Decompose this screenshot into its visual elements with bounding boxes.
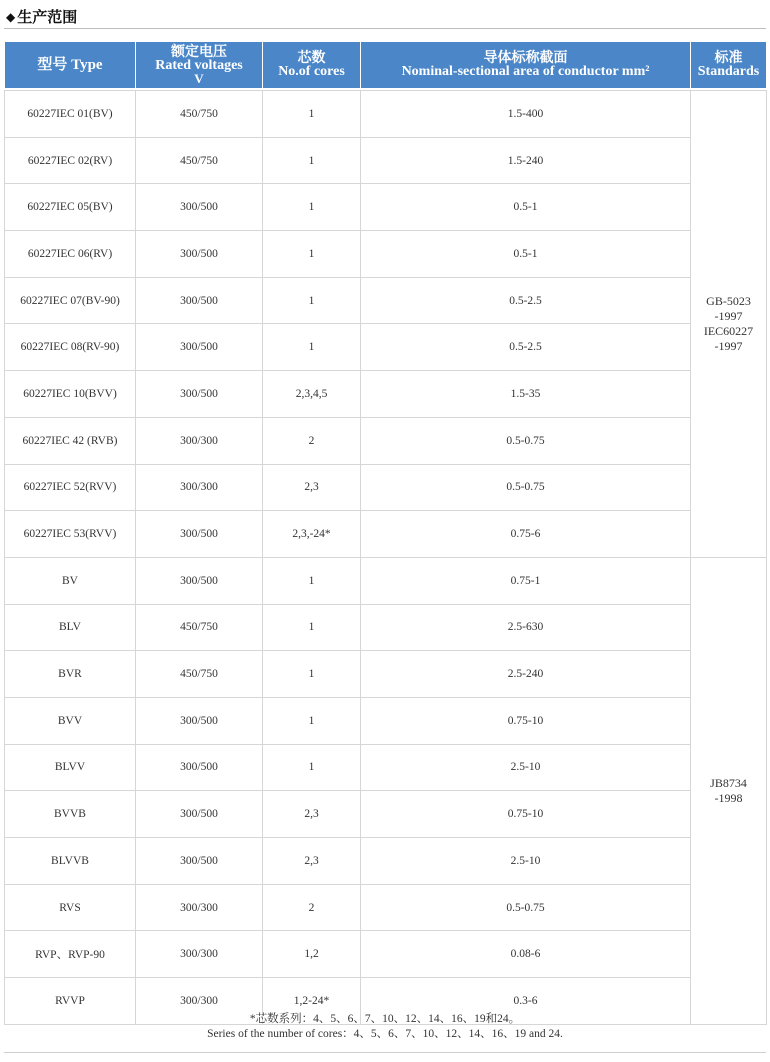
- cell-standard-gb5023: GB-5023 -1997 IEC60227 -1997: [691, 91, 767, 558]
- table-row: [5, 231, 767, 278]
- cell-area: 2.5-10: [361, 744, 691, 791]
- table-row: [5, 838, 767, 885]
- table-row: [5, 184, 767, 231]
- cell-area: 0.5-2.5: [361, 324, 691, 371]
- header-standards: 标准 Standards: [691, 42, 767, 88]
- cell-cores: 2: [263, 417, 361, 464]
- cell-area: 0.75-10: [361, 791, 691, 838]
- cell-area: 0.75-1: [361, 557, 691, 604]
- cell-voltage: 300/500: [136, 697, 263, 744]
- header-cores: 芯数 No.of cores: [263, 42, 361, 88]
- cell-type: 60227IEC 10(BVV): [5, 371, 136, 418]
- table-row: [5, 324, 767, 371]
- cell-voltage: 450/750: [136, 91, 263, 138]
- cell-voltage: 300/500: [136, 324, 263, 371]
- cell-area: 0.08-6: [361, 931, 691, 978]
- table-row: [5, 511, 767, 558]
- cell-voltage: 450/750: [136, 604, 263, 651]
- cell-cores: 2,3: [263, 464, 361, 511]
- cell-type: 60227IEC 52(RVV): [5, 464, 136, 511]
- cell-cores: 1: [263, 184, 361, 231]
- cell-area: 0.5-1: [361, 184, 691, 231]
- bottom-divider: [4, 1052, 766, 1053]
- cell-type: 60227IEC 06(RV): [5, 231, 136, 278]
- table-row: [5, 744, 767, 791]
- cell-cores: 1: [263, 324, 361, 371]
- cell-type: BVV: [5, 697, 136, 744]
- header-area: 导体标称截面 Nominal-sectional area of conductor mm²: [361, 42, 691, 88]
- cell-type: BLV: [5, 604, 136, 651]
- cell-type: BV: [5, 557, 136, 604]
- cell-type: 60227IEC 42 (RVB): [5, 417, 136, 464]
- cell-type: BVVB: [5, 791, 136, 838]
- cell-cores: 1: [263, 651, 361, 698]
- section-title: [6, 6, 77, 27]
- cell-area: 2.5-240: [361, 651, 691, 698]
- cell-voltage: 300/300: [136, 464, 263, 511]
- cell-type: RVS: [5, 884, 136, 931]
- header-voltage: 额定电压 Rated voltages V: [136, 42, 263, 88]
- table-row: [5, 931, 767, 978]
- cell-voltage: 300/300: [136, 931, 263, 978]
- cell-voltage: 300/500: [136, 791, 263, 838]
- cell-cores: 1: [263, 137, 361, 184]
- title-divider: [4, 28, 766, 29]
- cell-cores: 1: [263, 604, 361, 651]
- cell-voltage: 300/300: [136, 417, 263, 464]
- table-row: [5, 464, 767, 511]
- diamond-bullet-icon: ◆: [6, 9, 16, 24]
- cell-cores: 1,2-24*: [263, 978, 361, 1025]
- cell-voltage: 450/750: [136, 137, 263, 184]
- cell-cores: 1,2: [263, 931, 361, 978]
- cell-area: 0.5-0.75: [361, 417, 691, 464]
- cell-cores: 2,3,4,5: [263, 371, 361, 418]
- cell-type: 60227IEC 08(RV-90): [5, 324, 136, 371]
- cell-voltage: 300/300: [136, 978, 263, 1025]
- cell-area: 0.3-6: [361, 978, 691, 1025]
- cell-type: 60227IEC 02(RV): [5, 137, 136, 184]
- cell-cores: 2,3: [263, 838, 361, 885]
- cell-type: 60227IEC 01(BV): [5, 91, 136, 138]
- footnote: [4, 1012, 766, 1042]
- product-range-table: [4, 42, 767, 1025]
- cell-type: 60227IEC 53(RVV): [5, 511, 136, 558]
- cell-cores: 2,3,-24*: [263, 511, 361, 558]
- cell-voltage: 300/500: [136, 371, 263, 418]
- cell-cores: 1: [263, 91, 361, 138]
- cell-voltage: 300/500: [136, 557, 263, 604]
- table-row: [5, 651, 767, 698]
- cell-area: 0.5-0.75: [361, 884, 691, 931]
- cell-type: BLVVB: [5, 838, 136, 885]
- cell-cores: 2,3: [263, 791, 361, 838]
- cell-area: 1.5-35: [361, 371, 691, 418]
- cell-area: 0.75-6: [361, 511, 691, 558]
- cell-area: 0.5-1: [361, 231, 691, 278]
- table-row: [5, 417, 767, 464]
- table-row: [5, 371, 767, 418]
- cell-voltage: 300/500: [136, 231, 263, 278]
- cell-area: 1.5-240: [361, 137, 691, 184]
- table-row: [5, 137, 767, 184]
- cell-area: 2.5-630: [361, 604, 691, 651]
- table-row: [5, 277, 767, 324]
- cell-area: 0.5-2.5: [361, 277, 691, 324]
- cell-voltage: 300/500: [136, 184, 263, 231]
- section-title-text: 生产范围: [17, 8, 78, 26]
- cell-standard-jb8734: JB8734 -1998: [691, 557, 767, 1024]
- cell-voltage: 300/300: [136, 884, 263, 931]
- cell-cores: 1: [263, 277, 361, 324]
- footnote-en: Series of the number of cores：4、5、6、7、10、12、14、16、19 and 24.: [207, 1028, 563, 1040]
- cell-type: RVP、RVP-90: [5, 931, 136, 978]
- table-header-row: [5, 42, 767, 88]
- cell-type: BLVV: [5, 744, 136, 791]
- cell-cores: 1: [263, 557, 361, 604]
- footnote-cn: *芯数系列：4、5、6、7、10、12、14、16、19和24。: [249, 1013, 521, 1025]
- cell-type: 60227IEC 07(BV-90): [5, 277, 136, 324]
- table-row: [5, 91, 767, 138]
- cell-cores: 1: [263, 697, 361, 744]
- cell-voltage: 450/750: [136, 651, 263, 698]
- header-type: 型号 Type: [5, 42, 136, 88]
- cell-voltage: 300/500: [136, 744, 263, 791]
- cell-voltage: 300/500: [136, 838, 263, 885]
- cell-type: BVR: [5, 651, 136, 698]
- cell-area: 1.5-400: [361, 91, 691, 138]
- table-row: [5, 697, 767, 744]
- cell-voltage: 300/500: [136, 511, 263, 558]
- cell-type: RVVP: [5, 978, 136, 1025]
- cell-area: 2.5-10: [361, 838, 691, 885]
- cell-cores: 2: [263, 884, 361, 931]
- cell-cores: 1: [263, 231, 361, 278]
- table-row: [5, 791, 767, 838]
- cell-area: 0.5-0.75: [361, 464, 691, 511]
- table-row: [5, 604, 767, 651]
- cell-cores: 1: [263, 744, 361, 791]
- cell-area: 0.75-10: [361, 697, 691, 744]
- table-row: [5, 557, 767, 604]
- cell-type: 60227IEC 05(BV): [5, 184, 136, 231]
- table-row: [5, 884, 767, 931]
- cell-voltage: 300/500: [136, 277, 263, 324]
